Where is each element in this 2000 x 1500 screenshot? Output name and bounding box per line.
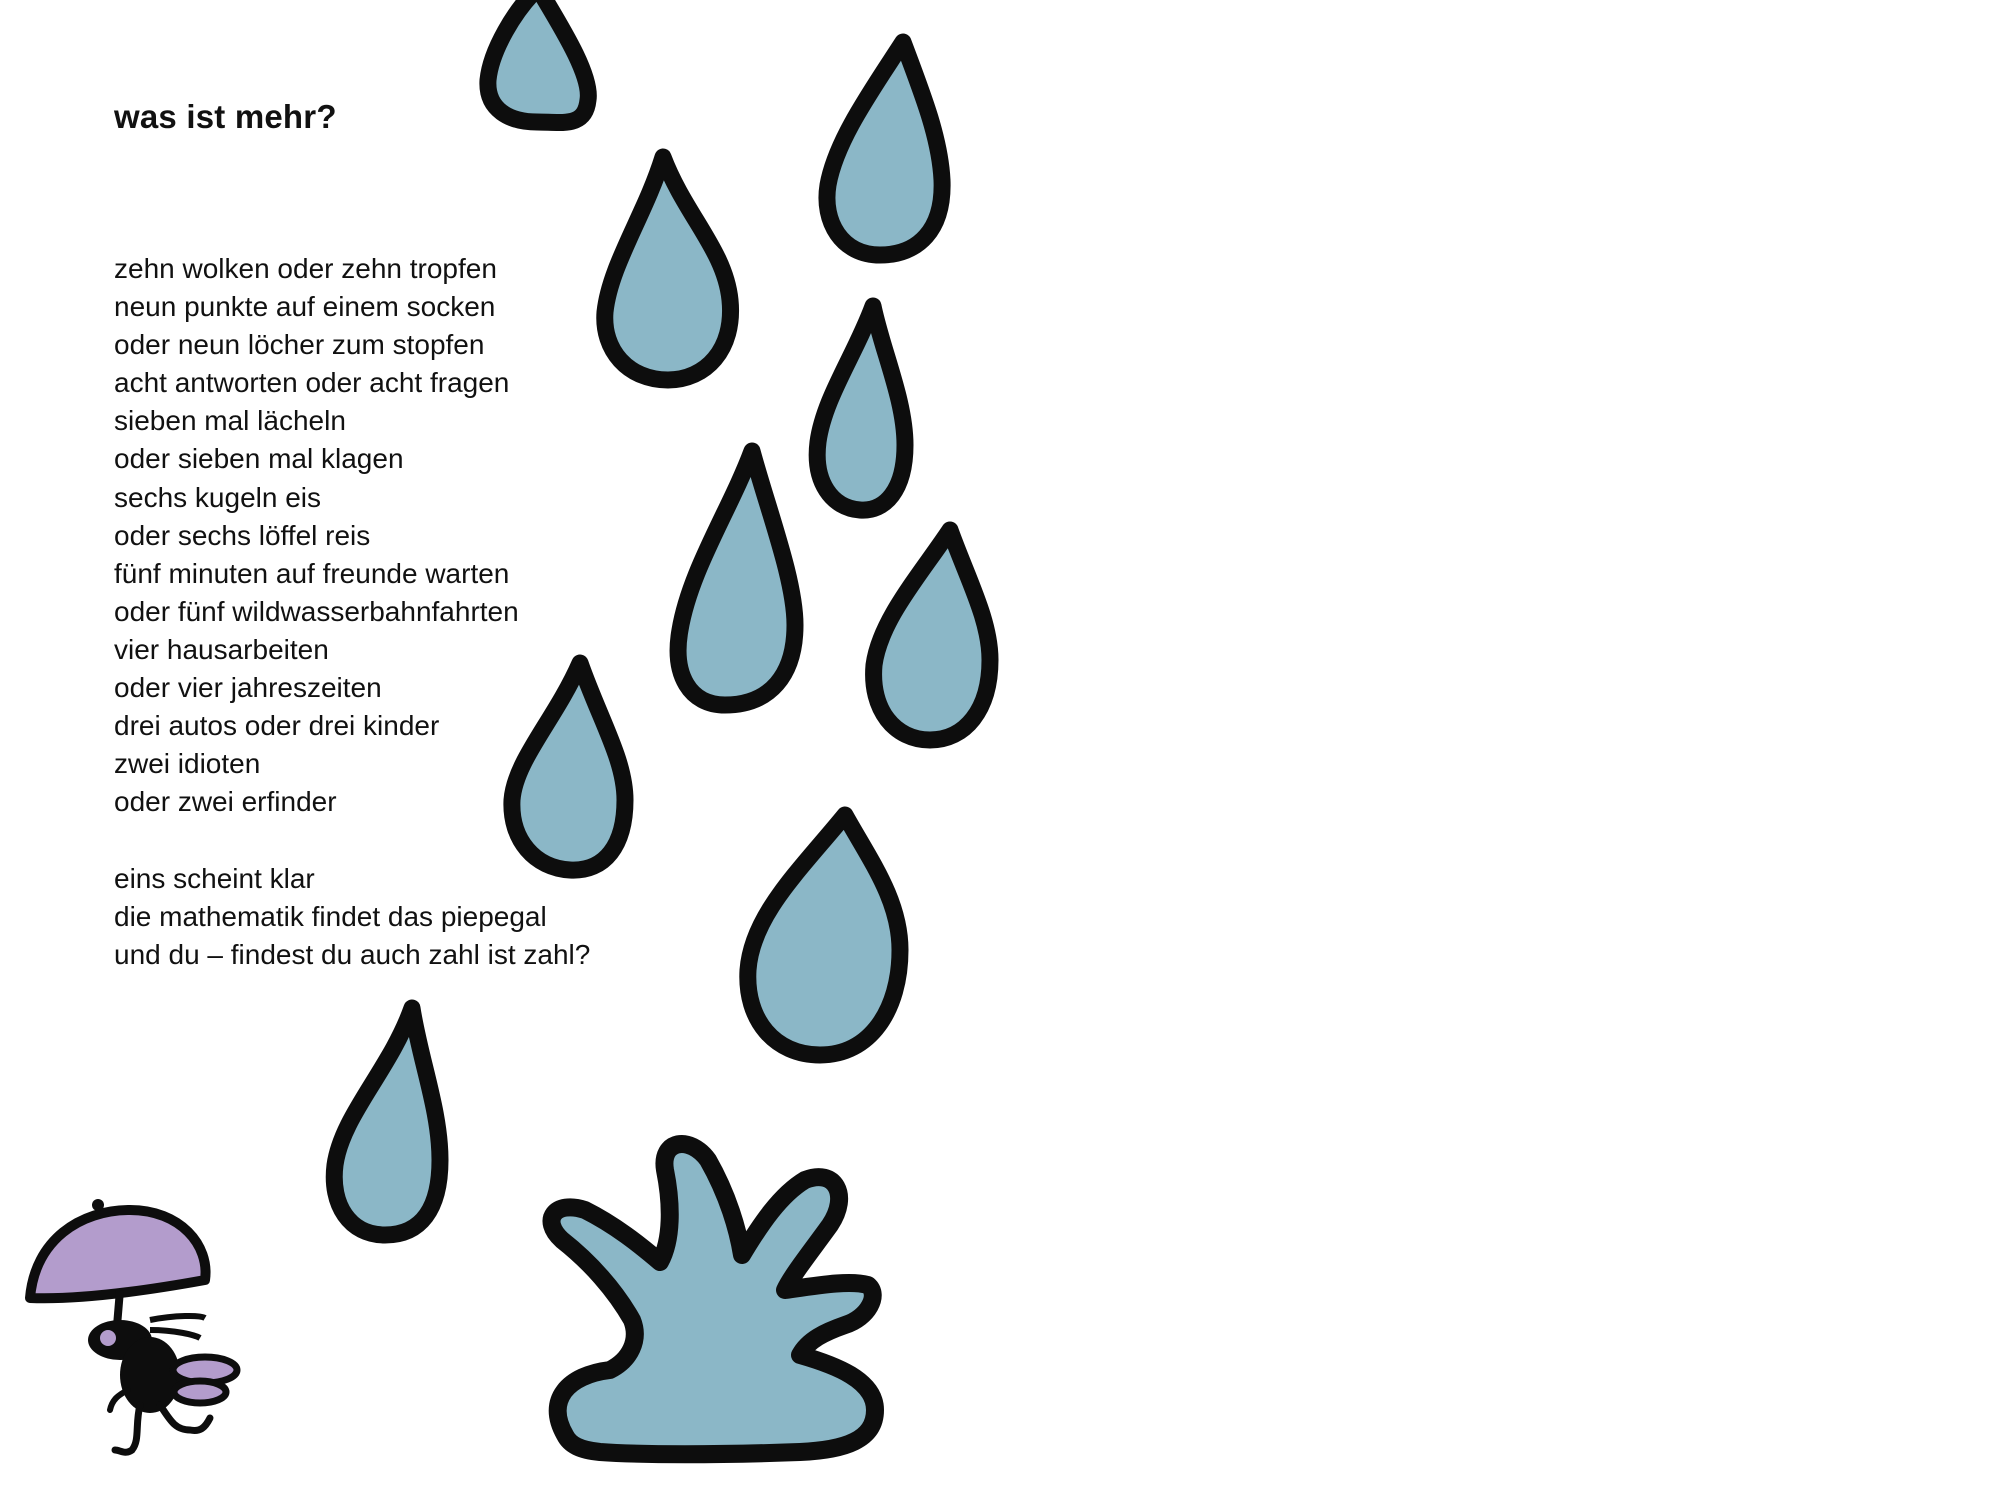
raindrop-icon xyxy=(748,815,900,1055)
raindrop-icon xyxy=(678,451,795,705)
poem-line: die mathematik findet das piepegal xyxy=(114,900,547,932)
raindrop-icon xyxy=(827,42,942,255)
poem-line: oder sieben mal klagen xyxy=(114,443,404,475)
poem-line: vier hausarbeiten xyxy=(114,633,329,665)
poem-line: oder zwei erfinder xyxy=(114,786,337,818)
raindrop-icon xyxy=(817,306,905,510)
poem-line: acht antworten oder acht fragen xyxy=(114,367,510,399)
poem-line: zehn wolken oder zehn tropfen xyxy=(114,253,497,284)
raindrop-icon xyxy=(334,1008,440,1235)
poem-line: oder neun löcher zum stopfen xyxy=(114,329,485,361)
poem-line: drei autos oder drei kinder xyxy=(114,710,440,742)
poem-text xyxy=(114,250,590,974)
poem-line: und du – findest du auch zahl ist zahl? xyxy=(114,938,591,970)
poem-line: oder fünf wildwasserbahnfahrten xyxy=(114,595,519,627)
insect-icon xyxy=(88,1316,237,1452)
raindrop-icon xyxy=(488,0,588,123)
raindrop-icon xyxy=(605,157,731,380)
poem-line: oder vier jahreszeiten xyxy=(114,672,382,704)
poem-title: was ist mehr? xyxy=(114,98,337,135)
poem-line: zwei idioten xyxy=(114,748,261,780)
poem-line: oder sechs löffel reis xyxy=(114,519,371,551)
poem-line: sieben mal lächeln xyxy=(114,405,346,437)
stanza-break xyxy=(114,821,590,859)
insect-with-umbrella xyxy=(30,1199,237,1452)
poem-line: eins scheint klar xyxy=(114,862,315,894)
raindrop-icon xyxy=(874,530,990,740)
umbrella-icon xyxy=(30,1210,206,1298)
poem-line: sechs kugeln eis xyxy=(114,481,322,513)
splash-icon xyxy=(552,1144,875,1454)
poem-line: fünf minuten auf freunde warten xyxy=(114,557,510,589)
poem-line: neun punkte auf einem socken xyxy=(114,291,496,323)
